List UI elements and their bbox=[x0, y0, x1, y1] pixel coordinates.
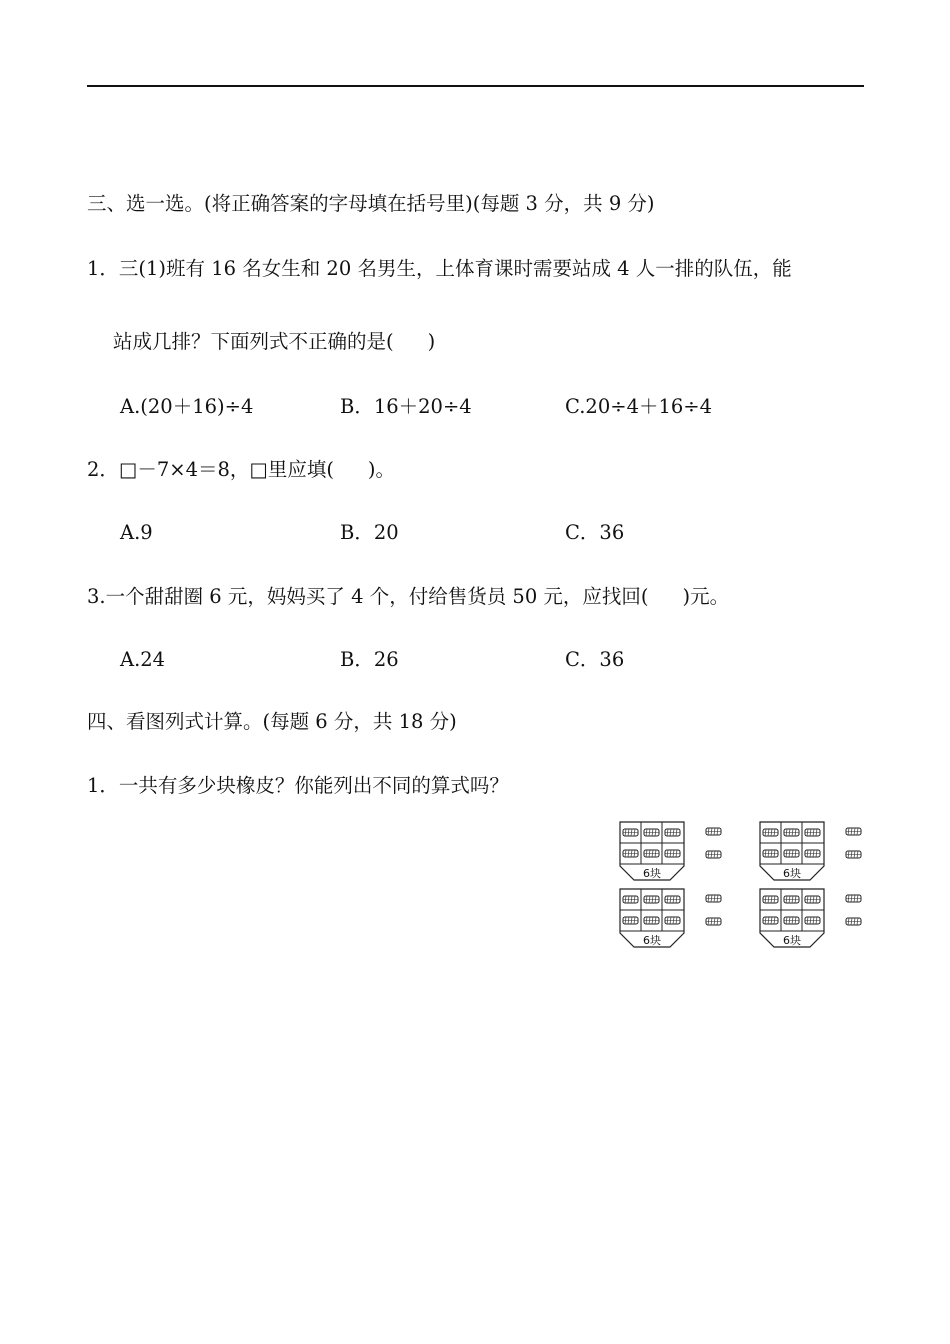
eraser-in-box bbox=[763, 917, 778, 924]
q3-option-b[interactable]: B．26 bbox=[340, 648, 399, 671]
q1-option-c[interactable]: C.20÷4＋16÷4 bbox=[565, 395, 713, 418]
s4-q1-stem: 1．一共有多少块橡皮？你能列出不同的算式吗？ bbox=[87, 774, 509, 797]
eraser-in-box bbox=[665, 829, 680, 836]
q2-stem-before: 2．□－7×4＝8，□里应填( bbox=[87, 458, 334, 481]
q1-stem-line1: 1．三(1)班有 16 名女生和 20 名男生，上体育课时需要站成 4 人一排的队伍，能 bbox=[87, 257, 792, 280]
loose-eraser bbox=[706, 918, 721, 925]
eraser-in-box bbox=[623, 829, 638, 836]
eraser-box-label: 6块 bbox=[783, 867, 801, 880]
q1-option-a[interactable]: A.(20＋16)÷4 bbox=[120, 395, 254, 418]
eraser-in-box bbox=[665, 917, 680, 924]
q1-stem-line2 bbox=[113, 332, 435, 352]
eraser-in-box bbox=[665, 896, 680, 903]
eraser-in-box bbox=[805, 829, 820, 836]
eraser-box bbox=[620, 822, 684, 880]
loose-eraser bbox=[846, 828, 861, 835]
eraser-in-box bbox=[763, 829, 778, 836]
eraser-in-box bbox=[644, 829, 659, 836]
eraser-in-box bbox=[623, 850, 638, 857]
loose-eraser bbox=[846, 895, 861, 902]
q3-stem-before: 3.一个甜甜圈 6 元，妈妈买了 4 个，付给售货员 50 元，应找回( bbox=[87, 585, 649, 608]
eraser-in-box bbox=[784, 850, 799, 857]
eraser-figure bbox=[612, 818, 872, 958]
eraser-in-box bbox=[644, 850, 659, 857]
eraser-in-box bbox=[623, 896, 638, 903]
loose-eraser bbox=[706, 895, 721, 902]
eraser-in-box bbox=[784, 917, 799, 924]
q3-option-a[interactable]: A.24 bbox=[120, 648, 166, 671]
q2-option-c[interactable]: C．36 bbox=[565, 521, 625, 544]
eraser-in-box bbox=[763, 850, 778, 857]
section4-title: 四、看图列式计算。(每题 6 分，共 18 分) bbox=[87, 710, 457, 733]
q3-stem bbox=[87, 587, 729, 607]
eraser-box-label: 6块 bbox=[643, 867, 661, 880]
eraser-in-box bbox=[644, 896, 659, 903]
loose-eraser bbox=[706, 851, 721, 858]
eraser-box bbox=[760, 889, 824, 947]
q3-option-c[interactable]: C．36 bbox=[565, 648, 625, 671]
eraser-in-box bbox=[784, 896, 799, 903]
eraser-in-box bbox=[763, 896, 778, 903]
loose-eraser bbox=[846, 918, 861, 925]
section3-title: 三、选一选。(将正确答案的字母填在括号里)(每题 3 分，共 9 分) bbox=[87, 192, 655, 215]
q2-option-b[interactable]: B．20 bbox=[340, 521, 399, 544]
q2-option-a[interactable]: A.9 bbox=[120, 521, 153, 544]
q2-stem-after: )。 bbox=[367, 458, 396, 481]
eraser-box-label: 6块 bbox=[643, 934, 661, 947]
eraser-in-box bbox=[805, 917, 820, 924]
q1-stem-before: 站成几排？下面列式不正确的是( bbox=[113, 330, 394, 353]
header-rule bbox=[87, 85, 864, 87]
eraser-in-box bbox=[784, 829, 799, 836]
eraser-box-label: 6块 bbox=[783, 934, 801, 947]
q2-stem bbox=[87, 460, 395, 480]
eraser-illustration bbox=[612, 818, 872, 958]
eraser-in-box bbox=[805, 896, 820, 903]
loose-eraser bbox=[706, 828, 721, 835]
eraser-box bbox=[760, 822, 824, 880]
eraser-in-box bbox=[805, 850, 820, 857]
loose-eraser bbox=[846, 851, 861, 858]
eraser-box bbox=[620, 889, 684, 947]
q1-stem-after: ) bbox=[427, 330, 436, 353]
eraser-in-box bbox=[644, 917, 659, 924]
eraser-in-box bbox=[665, 850, 680, 857]
q3-stem-after: )元。 bbox=[682, 585, 730, 608]
q1-option-b[interactable]: B．16＋20÷4 bbox=[340, 395, 472, 418]
eraser-in-box bbox=[623, 917, 638, 924]
